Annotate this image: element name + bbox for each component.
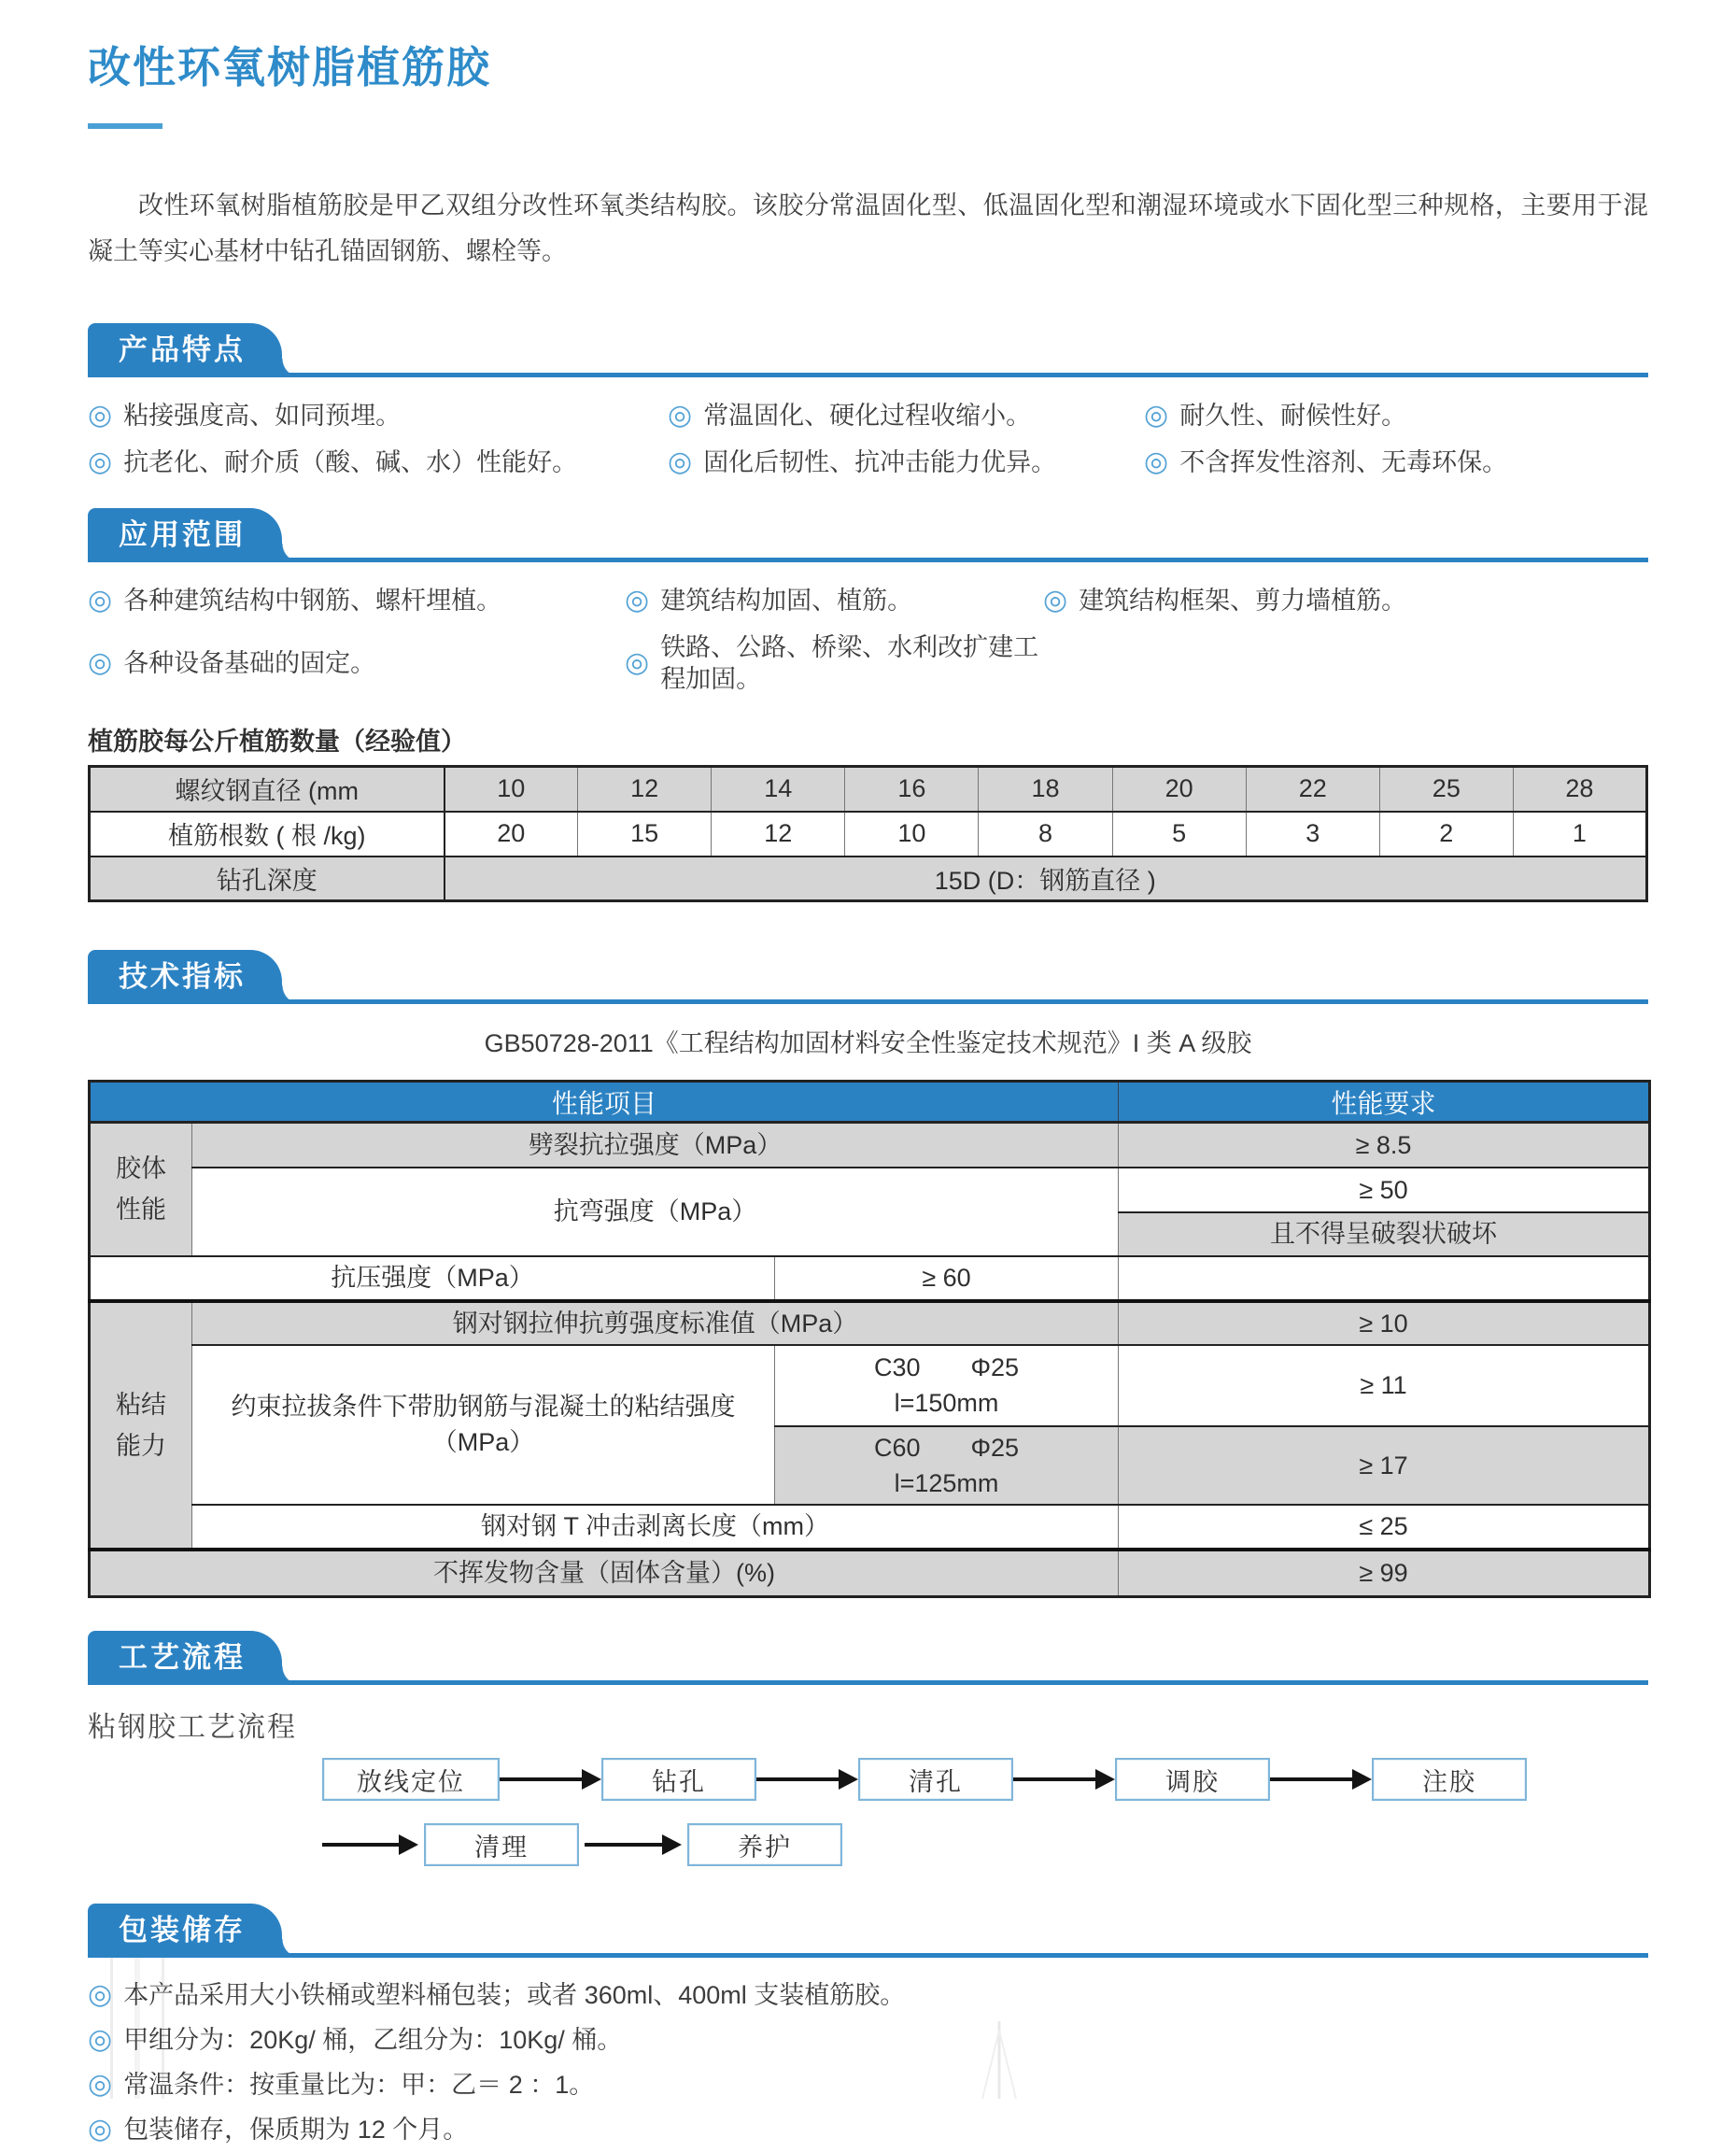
diameter-cell: 28 [1513, 767, 1646, 812]
count-cell: 15 [578, 812, 712, 857]
diameter-cell: 16 [845, 767, 979, 812]
rebar-table-title: 植筋胶每公斤植筋数量（经验值） [88, 728, 466, 756]
flow-arrow-icon [1270, 1769, 1372, 1790]
list-item [1144, 446, 1648, 478]
flow-step-box: 养护 [687, 1823, 842, 1866]
packaging-text: 常温条件：按重量比为：甲：乙＝ 2 ：1。 [123, 2071, 595, 2099]
ring-bullet-icon: ◎ [625, 647, 650, 678]
section-rule [88, 1680, 1648, 1685]
application-text: 各种设备基础的固定。 [123, 649, 376, 677]
section-rule [88, 999, 1648, 1004]
count-cell: 12 [712, 812, 845, 857]
list-item [1043, 585, 1648, 616]
section-rule [88, 558, 1648, 562]
table-row [90, 857, 1647, 901]
tech-spec-table [88, 1080, 1651, 1598]
ring-bullet-icon: ◎ [1144, 446, 1169, 477]
flow-step-box: 注胶 [1372, 1758, 1527, 1801]
flow-arrow-icon [1013, 1769, 1115, 1790]
table-row [90, 1550, 1650, 1597]
ring-bullet-icon: ◎ [88, 446, 113, 477]
ring-bullet-icon: ◎ [88, 2114, 113, 2145]
group-label: 胶体性能 [90, 1123, 192, 1256]
flow-arrow-icon [322, 1834, 418, 1855]
intro-paragraph: 改性环氧树脂植筋胶是甲乙双组分改性环氧类结构胶。该胶分常温固化型、低温固化型和潮湿环境或水下固化型三种规格，主要用于混凝土等实心基材中钻孔锚固钢筋、螺栓等。 [88, 191, 1648, 265]
flow-arrow-icon [585, 1834, 682, 1855]
ring-bullet-icon: ◎ [88, 2024, 113, 2055]
condition-line: C60 Φ25 [873, 1433, 1020, 1462]
flow-step-box: 放线定位 [322, 1758, 500, 1801]
table-row [90, 1505, 1650, 1550]
table-row [90, 1123, 1650, 1168]
feature-text: 不含挥发性溶剂、无毒环保。 [1179, 448, 1508, 476]
ring-bullet-icon: ◎ [88, 400, 113, 431]
condition-cell [775, 1345, 1119, 1426]
features-badge: 产品特点 [88, 323, 282, 377]
flow-step-box: 钻孔 [601, 1758, 756, 1801]
section-header-features [88, 323, 1648, 377]
condition-cell [775, 1426, 1119, 1505]
depth-value-cell: 15D (D：钢筋直径 ) [445, 857, 1647, 901]
ring-bullet-icon: ◎ [668, 446, 693, 477]
tech-badge: 技术指标 [88, 950, 282, 1004]
application-text: 建筑结构框架、剪力墙植筋。 [1079, 587, 1407, 615]
table-row [90, 1168, 1650, 1212]
count-cell: 3 [1246, 812, 1379, 857]
application-text: 各种建筑结构中钢筋、螺杆埋植。 [123, 587, 502, 615]
ring-bullet-icon: ◎ [88, 585, 113, 616]
flow-step-box: 调胶 [1115, 1758, 1270, 1801]
list-item [668, 446, 1144, 478]
product-datasheet-page [0, 34, 1736, 2145]
list-item [625, 585, 1043, 616]
application-text: 铁路、公路、桥梁、水利改扩建工程加固。 [660, 633, 1039, 693]
list-item [88, 2018, 1648, 2062]
table-row [90, 1301, 1650, 1345]
requirement-cell: ≤ 25 [1119, 1505, 1650, 1550]
row-label: 螺纹钢直径 (mm [90, 767, 445, 812]
count-cell: 20 [445, 812, 578, 857]
requirement-cell: ≥ 60 [775, 1256, 1119, 1301]
packaging-text: 本产品采用大小铁桶或塑料桶包装；或者 360ml、400ml 支装植筋胶。 [123, 1981, 906, 2009]
requirement-cell: ≥ 11 [1119, 1345, 1650, 1426]
diameter-cell: 18 [979, 767, 1112, 812]
list-item [1144, 400, 1648, 432]
requirement-cell: ≥ 17 [1119, 1426, 1650, 1505]
process-flow-row-1 [322, 1758, 1648, 1801]
requirement-cell: ≥ 99 [1119, 1550, 1650, 1597]
process-badge: 工艺流程 [88, 1631, 282, 1685]
condition-line: C30 Φ25 [873, 1353, 1020, 1381]
condition-line: l=125mm [894, 1468, 999, 1497]
section-header-process [88, 1631, 1648, 1685]
count-cell: 10 [845, 812, 979, 857]
list-item [88, 400, 668, 432]
flow-step-box: 清理 [424, 1823, 579, 1866]
application-text: 建筑结构加固、植筋。 [660, 587, 913, 615]
list-item [88, 446, 668, 478]
process-subtitle: 粘钢胶工艺流程 [88, 1712, 297, 1743]
list-item [88, 2062, 1648, 2107]
list-item [88, 631, 625, 695]
packaging-badge: 包装储存 [88, 1904, 282, 1958]
flow-arrow-icon [756, 1769, 858, 1790]
row-label: 植筋根数 ( 根 /kg) [90, 812, 445, 857]
section-header-packaging [88, 1904, 1648, 1958]
property-cell: 抗弯强度（MPa） [192, 1168, 1119, 1256]
section-rule [88, 373, 1648, 377]
feature-text: 耐久性、耐候性好。 [1179, 402, 1407, 430]
title-underline [88, 123, 162, 129]
requirement-cell: ≥ 8.5 [1119, 1123, 1650, 1168]
diameter-cell: 14 [712, 767, 845, 812]
flow-step-box: 清孔 [858, 1758, 1013, 1801]
list-item [88, 585, 625, 616]
ring-bullet-icon: ◎ [625, 585, 650, 616]
column-header-req: 性能要求 [1119, 1082, 1650, 1123]
packaging-text: 甲组分为：20Kg/ 桶，乙组分为：10Kg/ 桶。 [123, 2026, 623, 2054]
table-row [90, 767, 1647, 812]
diameter-cell: 12 [578, 767, 712, 812]
requirement-cell: ≥ 10 [1119, 1301, 1650, 1345]
condition-line: l=150mm [894, 1389, 999, 1417]
list-item [625, 631, 1043, 695]
ring-bullet-icon: ◎ [88, 2069, 113, 2100]
packaging-list [88, 1973, 1648, 2152]
ring-bullet-icon: ◎ [1043, 585, 1068, 616]
section-rule [88, 1953, 1648, 1958]
requirement-cell: 且不得呈破裂状破坏 [1119, 1212, 1650, 1256]
count-cell: 2 [1379, 812, 1513, 857]
feature-text: 抗老化、耐介质（酸、碱、水）性能好。 [123, 448, 578, 476]
diameter-cell: 20 [1112, 767, 1246, 812]
applications-list [88, 585, 1648, 695]
ring-bullet-icon: ◎ [88, 1979, 113, 2010]
feature-text: 常温固化、硬化过程收缩小。 [703, 402, 1032, 430]
applications-badge: 应用范围 [88, 508, 282, 562]
table-row [90, 1256, 1650, 1301]
section-header-tech [88, 950, 1648, 1004]
property-cell: 钢对钢 T 冲击剥离长度（mm） [192, 1505, 1119, 1550]
ring-bullet-icon: ◎ [668, 400, 693, 431]
count-cell: 5 [1112, 812, 1246, 857]
count-cell: 8 [979, 812, 1112, 857]
property-cell: 钢对钢拉伸抗剪强度标准值（MPa） [192, 1301, 1119, 1345]
packaging-text: 包装储存，保质期为 12 个月。 [123, 2116, 469, 2144]
diameter-cell: 22 [1246, 767, 1379, 812]
page-title: 改性环氧树脂植筋胶 [88, 43, 491, 92]
table-header-row [90, 1082, 1650, 1123]
table-row [90, 812, 1647, 857]
tech-table-caption: GB50728-2011《工程结构加固材料安全性鉴定技术规范》I 类 A 级胶 [484, 1029, 1252, 1057]
diameter-cell: 25 [1379, 767, 1513, 812]
features-list [88, 400, 1648, 478]
property-cell: 抗压强度（MPa） [90, 1256, 775, 1301]
feature-text: 粘接强度高、如同预埋。 [123, 402, 402, 430]
section-header-applications [88, 508, 1648, 562]
ring-bullet-icon: ◎ [1144, 400, 1169, 431]
list-item [668, 400, 1144, 432]
count-cell: 1 [1513, 812, 1646, 857]
list-item [88, 1973, 1648, 2018]
table-row [90, 1345, 1650, 1426]
flow-arrow-icon [500, 1769, 601, 1790]
list-item [88, 2107, 1648, 2152]
property-cell: 劈裂抗拉强度（MPa） [192, 1123, 1119, 1168]
property-cell: 约束拉拔条件下带肋钢筋与混凝土的粘结强度（MPa） [192, 1345, 775, 1505]
feature-text: 固化后韧性、抗冲击能力优异。 [703, 448, 1057, 476]
diameter-cell: 10 [445, 767, 578, 812]
property-cell: 不挥发物含量（固体含量）(%) [90, 1550, 1119, 1597]
group-label: 粘结能力 [90, 1301, 192, 1550]
rebar-count-table [88, 765, 1648, 902]
row-label: 钻孔深度 [90, 857, 445, 901]
column-header-item: 性能项目 [90, 1082, 1119, 1123]
requirement-cell: ≥ 50 [1119, 1168, 1650, 1212]
process-flow-row-2 [322, 1823, 1648, 1866]
ring-bullet-icon: ◎ [88, 647, 113, 678]
